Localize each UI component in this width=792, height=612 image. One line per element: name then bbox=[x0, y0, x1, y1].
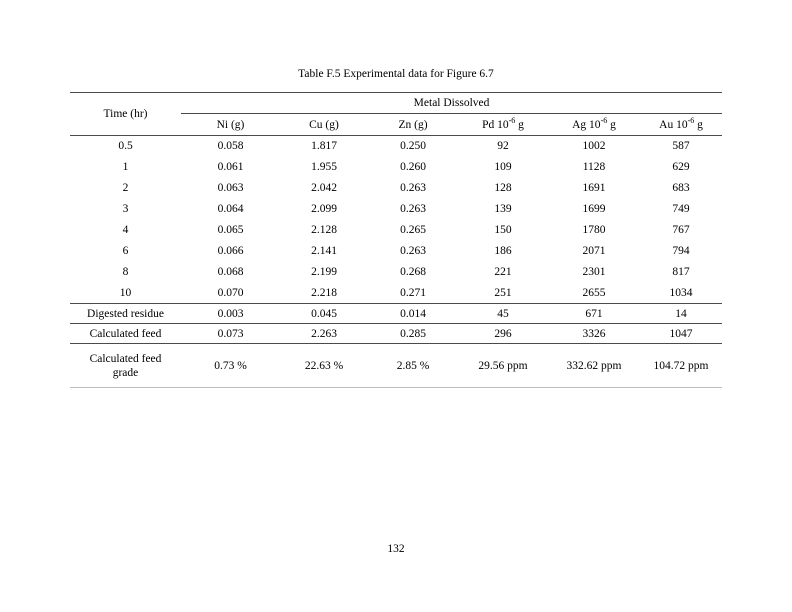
row-label: Calculated feed bbox=[70, 324, 181, 344]
value-cell: 671 bbox=[548, 304, 640, 324]
value-cell: 2.263 bbox=[280, 324, 368, 344]
value-cell: 767 bbox=[672, 224, 690, 236]
value-cell: 0.263 bbox=[400, 245, 426, 257]
table-row bbox=[70, 199, 722, 220]
value-cell: 1.955 bbox=[311, 161, 337, 173]
value-cell: 14 bbox=[640, 304, 722, 324]
value-cell: 0.263 bbox=[400, 203, 426, 215]
time-cell: 10 bbox=[119, 286, 132, 299]
value-cell: 0.073 bbox=[181, 324, 280, 344]
col-header-pd bbox=[458, 114, 548, 136]
col-header-text: Au 10 bbox=[659, 118, 688, 131]
time-cell: 3 bbox=[122, 203, 129, 215]
value-cell: 1699 bbox=[582, 203, 606, 215]
col-header-exponent: -6 bbox=[687, 115, 695, 125]
value-cell: 1002 bbox=[582, 140, 606, 153]
value-cell: 0.250 bbox=[400, 140, 426, 153]
value-cell: 2071 bbox=[582, 245, 606, 257]
value-cell: 683 bbox=[672, 182, 690, 194]
time-cell: 0.5 bbox=[118, 140, 133, 153]
value-cell: 2.042 bbox=[311, 182, 337, 194]
value-cell: 0.063 bbox=[217, 182, 244, 194]
row-label: Digested residue bbox=[70, 304, 181, 324]
value-cell: 2301 bbox=[582, 266, 606, 278]
col-header-unit: g bbox=[515, 118, 524, 131]
time-cell: 6 bbox=[122, 245, 129, 257]
col-header-ni bbox=[181, 114, 280, 136]
value-cell: 0.003 bbox=[181, 304, 280, 324]
header-row-group bbox=[70, 93, 722, 114]
value-cell: 0.068 bbox=[217, 266, 244, 278]
calculated-feed-grade-row bbox=[70, 344, 722, 388]
value-cell: 2.199 bbox=[311, 266, 337, 278]
row-label: Calculated feed grade bbox=[70, 344, 181, 388]
col-header-text: Pd 10 bbox=[482, 118, 509, 131]
value-cell: 794 bbox=[672, 245, 690, 257]
col-header-zn bbox=[368, 114, 458, 136]
col-header-exponent: -6 bbox=[508, 115, 516, 125]
value-cell: 0.014 bbox=[368, 304, 458, 324]
time-cell: 1 bbox=[122, 161, 129, 173]
calculated-feed-row bbox=[70, 324, 722, 344]
col-header-text: Cu (g) bbox=[309, 118, 339, 131]
time-cell: 8 bbox=[122, 266, 129, 278]
value-cell: 92 bbox=[497, 140, 509, 153]
value-cell: 109 bbox=[494, 161, 512, 173]
table-row bbox=[70, 220, 722, 241]
value-cell: 251 bbox=[494, 286, 512, 299]
value-cell: 296 bbox=[458, 324, 548, 344]
col-header-text: Ag 10 bbox=[572, 118, 601, 131]
value-cell: 0.066 bbox=[217, 245, 244, 257]
value-cell: 0.285 bbox=[368, 324, 458, 344]
value-cell: 2.141 bbox=[311, 245, 337, 257]
col-header-time: Time (hr) bbox=[70, 93, 181, 136]
value-cell: 0.263 bbox=[400, 182, 426, 194]
value-cell: 0.271 bbox=[400, 286, 426, 299]
value-cell: 3326 bbox=[548, 324, 640, 344]
value-cell: 1780 bbox=[582, 224, 606, 236]
table-row bbox=[70, 262, 722, 283]
value-cell: 221 bbox=[494, 266, 512, 278]
col-header-text: Zn (g) bbox=[398, 118, 428, 131]
page-number: 132 bbox=[387, 543, 405, 555]
value-cell: 0.061 bbox=[217, 161, 244, 173]
value-cell: 0.260 bbox=[400, 161, 426, 173]
value-cell: 22.63 % bbox=[280, 344, 368, 388]
value-cell: 150 bbox=[494, 224, 512, 236]
table-row bbox=[70, 136, 722, 157]
table-row bbox=[70, 283, 722, 304]
value-cell: 1034 bbox=[669, 286, 693, 299]
col-header-exponent: -6 bbox=[600, 115, 608, 125]
col-header-unit: g bbox=[607, 118, 616, 131]
value-cell: 749 bbox=[672, 203, 690, 215]
value-cell: 139 bbox=[494, 203, 512, 215]
table-row bbox=[70, 241, 722, 262]
value-cell: 2.099 bbox=[311, 203, 337, 215]
value-cell: 1128 bbox=[582, 161, 606, 173]
value-cell: 817 bbox=[672, 266, 690, 278]
value-cell: 128 bbox=[494, 182, 512, 194]
time-cell: 2 bbox=[122, 182, 129, 194]
value-cell: 1.817 bbox=[311, 140, 337, 153]
value-cell: 0.058 bbox=[217, 140, 244, 153]
value-cell: 332.62 ppm bbox=[548, 344, 640, 388]
digested-residue-row bbox=[70, 304, 722, 324]
time-cell: 4 bbox=[122, 224, 129, 236]
value-cell: 1047 bbox=[640, 324, 722, 344]
data-table bbox=[70, 92, 722, 388]
value-cell: 45 bbox=[458, 304, 548, 324]
value-cell: 1691 bbox=[582, 182, 606, 194]
value-cell: 2655 bbox=[582, 286, 606, 299]
col-header-ag bbox=[548, 114, 640, 136]
value-cell: 0.265 bbox=[400, 224, 426, 236]
value-cell: 0.064 bbox=[217, 203, 244, 215]
value-cell: 587 bbox=[672, 140, 690, 153]
value-cell: 0.73 % bbox=[181, 344, 280, 388]
col-header-unit: g bbox=[694, 118, 703, 131]
value-cell: 0.268 bbox=[400, 266, 426, 278]
col-header-cu bbox=[280, 114, 368, 136]
table-caption: Table F.5 Experimental data for Figure 6.7 bbox=[298, 68, 494, 80]
value-cell: 0.065 bbox=[217, 224, 244, 236]
col-header-au bbox=[640, 114, 722, 136]
value-cell: 629 bbox=[672, 161, 690, 173]
value-cell: 2.128 bbox=[311, 224, 337, 236]
col-group-header-metal-dissolved: Metal Dissolved bbox=[181, 93, 722, 114]
value-cell: 104.72 ppm bbox=[640, 344, 722, 388]
value-cell: 2.85 % bbox=[368, 344, 458, 388]
value-cell: 0.070 bbox=[217, 286, 244, 299]
value-cell: 2.218 bbox=[311, 286, 337, 299]
table-row bbox=[70, 157, 722, 178]
value-cell: 186 bbox=[494, 245, 512, 257]
value-cell: 29.56 ppm bbox=[458, 344, 548, 388]
table-row bbox=[70, 178, 722, 199]
col-header-text: Ni (g) bbox=[216, 118, 245, 131]
value-cell: 0.045 bbox=[280, 304, 368, 324]
